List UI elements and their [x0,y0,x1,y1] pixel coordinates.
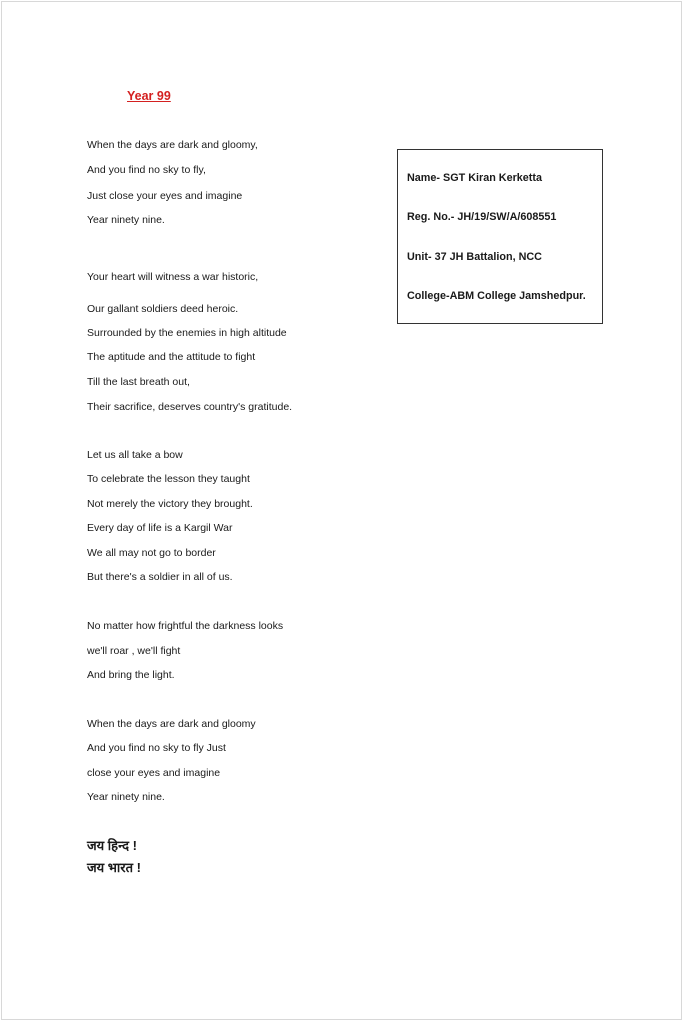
poem-line: And you find no sky to fly Just [87,742,226,754]
poem-line: When the days are dark and gloomy [87,718,256,730]
poem-line: Year ninety nine. [87,214,165,226]
poem-line: When the days are dark and gloomy, [87,139,258,151]
poem-line: We all may not go to border [87,547,216,559]
author-unit: Unit- 37 JH Battalion, NCC [407,251,542,263]
poem-line: The aptitude and the attitude to fight [87,351,256,363]
poem-line: Your heart will witness a war historic, [87,271,259,283]
poem-line: Till the last breath out, [87,376,190,388]
poem-line: To celebrate the lesson they taught [87,473,250,485]
poem-line: Their sacrifice, deserves country's gratitude. [87,401,293,413]
poem-line: And you find no sky to fly, [87,164,206,176]
poem-line: close your eyes and imagine [87,767,221,779]
poem-line: Just close your eyes and imagine [87,190,243,202]
closing-line: जय हिन्द ! [87,838,137,853]
author-reg-no: Reg. No.- JH/19/SW/A/608551 [407,211,557,223]
poem-line: we'll roar , we'll fight [87,645,181,657]
closing-line: जय भारत ! [87,860,141,875]
poem-line: Year ninety nine. [87,791,165,803]
poem-line: Let us all take a bow [87,449,183,461]
poem-line: Every day of life is a Kargil War [87,522,233,534]
author-info-box [397,149,603,324]
author-college: College-ABM College Jamshedpur. [407,290,586,302]
poem-line: Not merely the victory they brought. [87,498,253,510]
poem-line: But there's a soldier in all of us. [87,571,233,583]
poem-line: And bring the light. [87,669,175,681]
poem-line: Our gallant soldiers deed heroic. [87,303,239,315]
author-name: Name- SGT Kiran Kerketta [407,172,543,184]
poem-title: Year 99 [127,89,171,103]
poem-line: No matter how frightful the darkness looks [87,620,284,632]
poem-line: Surrounded by the enemies in high altitude [87,327,287,339]
